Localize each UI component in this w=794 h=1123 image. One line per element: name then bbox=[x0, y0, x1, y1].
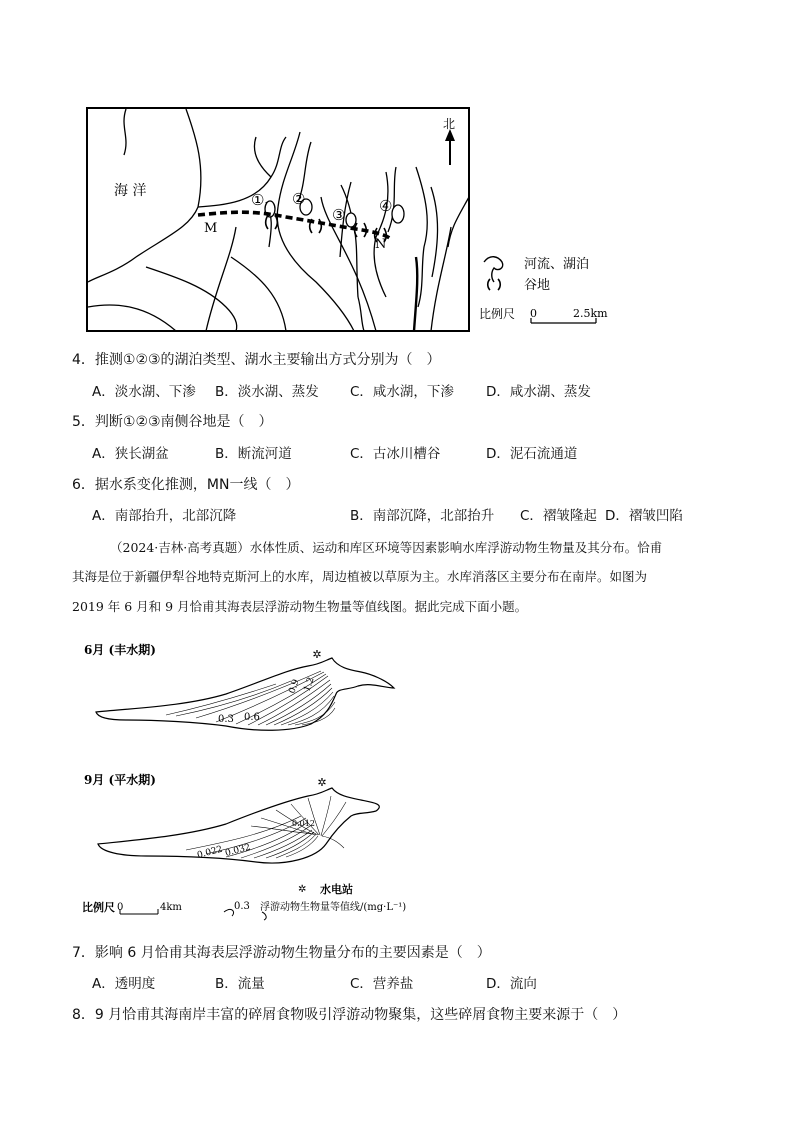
river-system-map bbox=[86, 107, 616, 332]
q6-option-b[interactable]: B．南部沉降，北部抬升 bbox=[350, 508, 495, 524]
scale-end: 2.5km bbox=[573, 307, 608, 320]
june-contour-0-9: 0.9 bbox=[287, 678, 302, 696]
sept-contour-0-012: 0.012 bbox=[292, 819, 315, 828]
scale-label: 比例尺 bbox=[479, 307, 516, 321]
question-7-stem: 7．影响 6 月恰甫其海表层浮游动物生物量分布的主要因素是（ ） bbox=[72, 945, 491, 961]
scale2-label: 比例尺 bbox=[82, 901, 115, 914]
scale2-end: 4km bbox=[160, 902, 182, 913]
valley-marks bbox=[266, 215, 387, 242]
q4-option-a[interactable]: A．淡水湖、下渗 bbox=[92, 384, 196, 400]
station-legend-label: 水电站 bbox=[320, 883, 353, 896]
north-label: 北 bbox=[443, 117, 456, 131]
q7-option-a[interactable]: A．透明度 bbox=[92, 976, 156, 992]
question-5-stem: 5．判断①②③南侧谷地是（ ） bbox=[72, 414, 273, 430]
q5-option-d[interactable]: D．泥石流通道 bbox=[486, 446, 578, 462]
passage-line-3: 2019 年 6 月和 9 月恰甫其海表层浮游动物生物量等值线图。据此完成下面小题。 bbox=[72, 599, 528, 614]
isoline-legend-label: 浮游动物生物量等值线/(mg·L⁻¹) bbox=[260, 902, 407, 913]
q7-option-b[interactable]: B．流量 bbox=[215, 976, 265, 992]
q5-option-b[interactable]: B．断流河道 bbox=[215, 446, 292, 462]
river-lake-legend-icon bbox=[484, 257, 503, 282]
june-contour-0-6: 0.6 bbox=[244, 712, 260, 723]
scale2-start: 0 bbox=[117, 902, 124, 913]
reservoir-zooplankton-map bbox=[76, 636, 496, 921]
q6-option-a[interactable]: A．南部抬升，北部沉降 bbox=[92, 508, 237, 524]
lake-marker-4: ④ bbox=[379, 197, 393, 215]
point-n-label: N bbox=[375, 237, 387, 252]
question-4-stem: 4．推测①②③的湖泊类型、湖水主要输出方式分别为（ ） bbox=[72, 352, 441, 368]
june-title: 6月 (丰水期) bbox=[84, 643, 156, 657]
valley-legend-icon bbox=[488, 279, 501, 290]
station-legend-icon: ✲ bbox=[298, 884, 307, 895]
mn-line bbox=[198, 212, 391, 239]
q5-option-a[interactable]: A．狭长湖盆 bbox=[92, 446, 169, 462]
q4-option-d[interactable]: D．咸水湖、蒸发 bbox=[486, 384, 591, 400]
legend-valley-label: 谷地 bbox=[524, 278, 551, 293]
sept-contour-0-032: 0.032 bbox=[224, 842, 252, 859]
q6-option-d[interactable]: D．褶皱凹陷 bbox=[605, 508, 683, 524]
passage-line-1: （2024·吉林·高考真题）水体性质、运动和库区环境等因素影响水库浮游动物生物量及其分布。恰甫 bbox=[110, 540, 663, 555]
map-frame bbox=[87, 108, 469, 331]
q4-option-b[interactable]: B．淡水湖、蒸发 bbox=[215, 384, 319, 400]
lake-marker-2: ② bbox=[292, 190, 306, 208]
passage-line-2: 其海是位于新疆伊犁谷地特克斯河上的水库，周边植被以草原为主。水库消落区主要分布在南岸。如图为 bbox=[72, 569, 648, 584]
point-m-label: M bbox=[204, 221, 218, 236]
q7-option-c[interactable]: C．营养盐 bbox=[350, 976, 414, 992]
legend-river-label: 河流、湖泊 bbox=[524, 257, 590, 272]
question-8-stem: 8．9 月恰甫其海南岸丰富的碎屑食物吸引浮游动物聚集，这些碎屑食物主要来源于（ ） bbox=[72, 1007, 627, 1023]
isoline-sample-label: 0.3 bbox=[234, 901, 250, 912]
june-station-icon: ✲ bbox=[312, 648, 322, 661]
sept-station-icon: ✲ bbox=[317, 776, 327, 789]
sept-contour-0-022: 0.022 bbox=[196, 844, 224, 861]
q7-option-d[interactable]: D．流向 bbox=[486, 976, 537, 992]
sea-label: 海 洋 bbox=[114, 183, 147, 199]
q5-option-c[interactable]: C．古冰川槽谷 bbox=[350, 446, 441, 462]
rivers bbox=[88, 109, 469, 331]
scale-start: 0 bbox=[530, 307, 537, 320]
q4-option-c[interactable]: C．咸水湖，下渗 bbox=[350, 384, 454, 400]
lake-marker-3: ③ bbox=[332, 206, 346, 224]
june-contour-1-2: 1.2 bbox=[302, 676, 317, 694]
sept-title: 9月 (平水期) bbox=[84, 773, 156, 787]
q6-option-c[interactable]: C．褶皱隆起 bbox=[520, 508, 597, 524]
june-contour-0-3: 0.3 bbox=[218, 714, 234, 725]
question-6-stem: 6．据水系变化推测，MN一线（ ） bbox=[72, 477, 300, 493]
lake-marker-1: ① bbox=[251, 191, 265, 209]
